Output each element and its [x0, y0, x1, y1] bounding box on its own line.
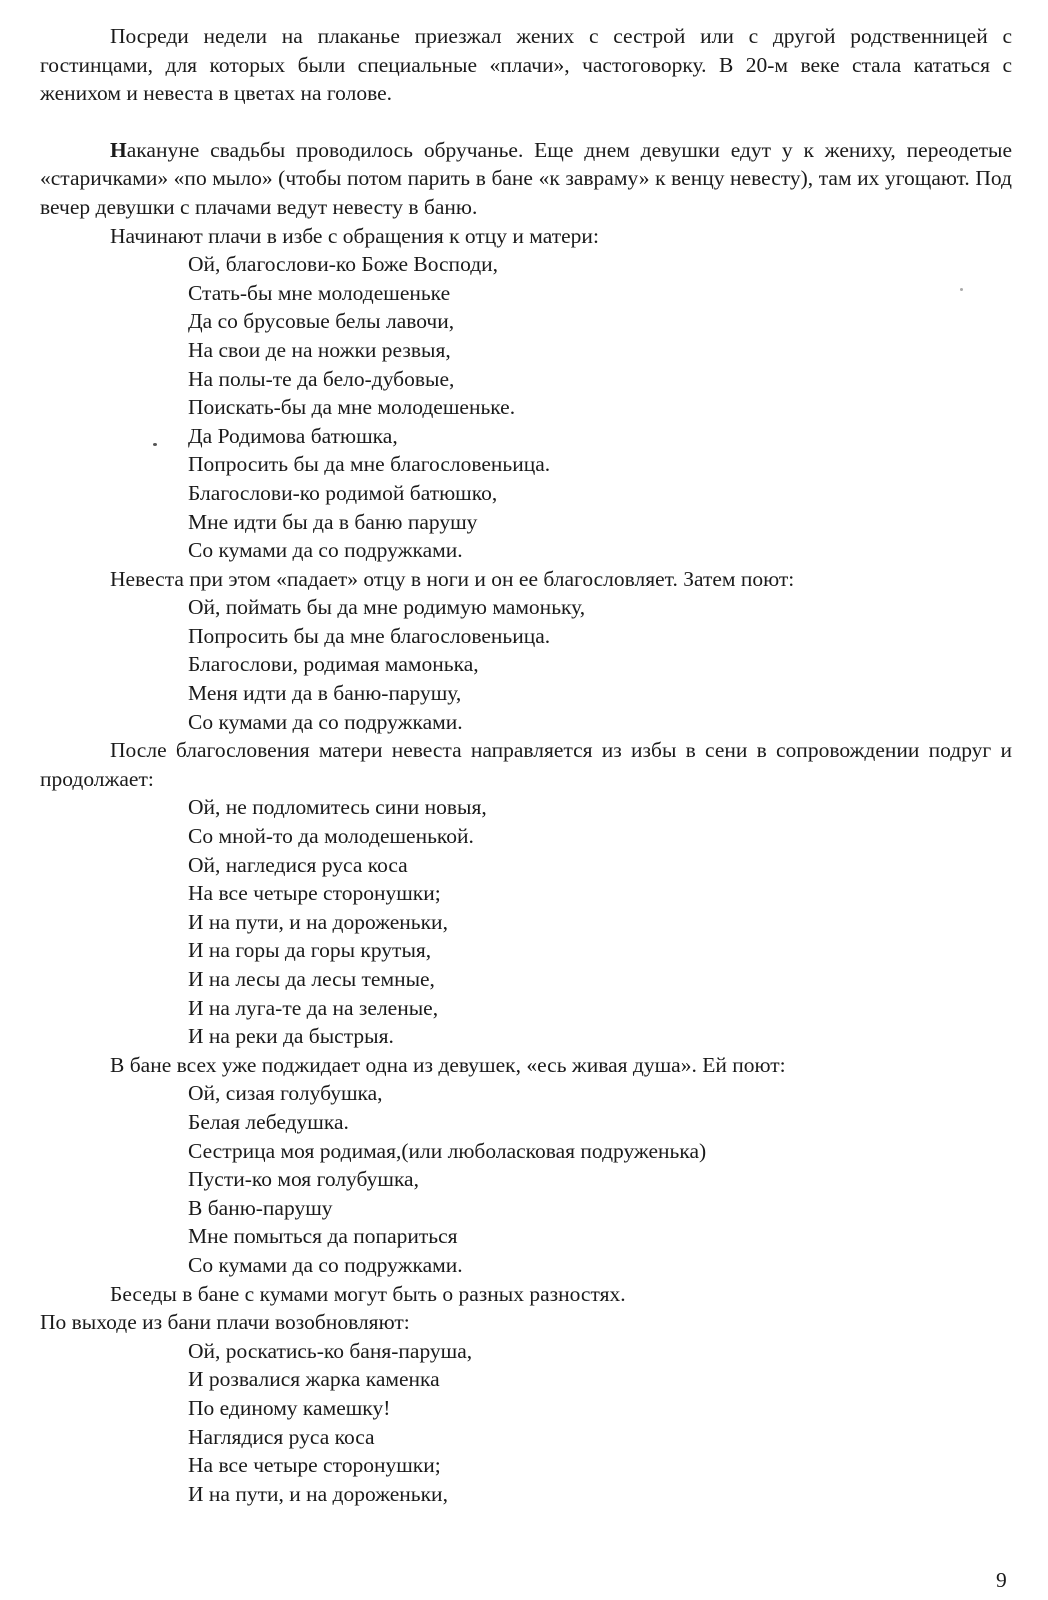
verse-father	[40, 250, 1012, 565]
paragraph-betrothal-text: акануне свадьбы проводилось обручанье. Еще днем девушки едут у к жениху, переодетые «старичками» «по мыло» (чтобы потом парить в бане «к завраму» к венцу невесту), там их угощают. Под вечер девушки с плачами ведут невесту в баню.	[40, 137, 1012, 219]
verse-line: И на пути, и на дороженьки,	[188, 1481, 448, 1506]
verse-line: Нaглядися руса коса	[188, 1424, 375, 1449]
verse-hallway	[40, 793, 1012, 1050]
verse-line: Меня идти да в баню-парушу,	[188, 681, 462, 706]
verse-line: Мне идти бы да в баню парушу	[188, 509, 478, 534]
verse-line: И на реки да быстрыя.	[188, 1024, 394, 1049]
scan-speck	[153, 443, 157, 446]
verse-line: И на луга-те да на зеленые,	[188, 995, 439, 1020]
verse-line: Ой, нагледися руса коса	[188, 852, 408, 877]
verse-line: На полы-те да бело-дубовые,	[188, 366, 455, 391]
verse-line: Со кумами да со подружками.	[188, 709, 463, 734]
verse-line: Ой, благослови-ко Боже Восподи,	[188, 252, 499, 277]
verse-line: Белая лебедушка.	[188, 1109, 349, 1134]
intro-conversations: Беседы в бане с кумами могут быть о разных разностях.	[110, 1281, 626, 1306]
verse-line: Благослови-ко родимой батюшко,	[188, 480, 498, 505]
verse-line: Поискать-бы да мне молодешеньке.	[188, 395, 516, 420]
verse-line: На свои де на ножки резвыя,	[188, 337, 451, 362]
verse-line: И на горы да горы крутыя,	[188, 938, 432, 963]
verse-line: Сестрица моя родимая,(или люболасковая подруженька)	[188, 1138, 707, 1163]
verse-line: Благослови, родимая мамонька,	[188, 652, 479, 677]
verse-line: Со мной-то да молодешенькой.	[188, 824, 474, 849]
verse-line: И на пути, и на дороженьки,	[188, 909, 448, 934]
verse-bath	[40, 1079, 1012, 1279]
intro-bride-falls: Невеста при этом «падает» отцу в ноги и он ее благословляет. Затем поют:	[110, 566, 795, 591]
verse-line: На все четыре сторонушки;	[188, 881, 441, 906]
paragraph-visit: Посреди недели на плаканье приезжал жених с сестрой или с другой родственницей с гостинцами, для которых были специальные «плачи», частоговорку. В 20-м веке стала кататься с женихом и невеста в цветах на голове.	[40, 24, 1012, 106]
verse-line: На все четыре сторонушки;	[188, 1453, 441, 1478]
intro-in-bath: В бане всех уже поджидает одна из девушек, «есь живая душа». Ей поют:	[110, 1052, 786, 1077]
verse-line: Мне помыться да попариться	[188, 1224, 458, 1249]
verse-line: Со кумами да со подружками.	[188, 1252, 463, 1277]
verse-line: И на лесы да лесы темные,	[188, 967, 435, 991]
verse-line: Да Родимова батюшка,	[188, 423, 398, 448]
page-number: 9	[996, 1568, 1007, 1592]
verse-line: Ой, не подломитесь сини новыя,	[188, 795, 487, 820]
verse-line: Да со брусовые белы лавочи,	[188, 309, 455, 334]
verse-line: По единому камешку!	[188, 1395, 391, 1420]
intro-lament-father-mother: Начинают плачи в избе с обращения к отцу и матери:	[110, 223, 599, 248]
verse-line: Ой, сизая голубушка,	[188, 1081, 383, 1106]
verse-line: И розвалися жарка каменка	[188, 1367, 440, 1392]
verse-line: Ой, роскатись-ко баня-паруша,	[188, 1338, 473, 1363]
verse-line: Со кумами да со подружками.	[188, 538, 463, 563]
intro-leaving-bath: По выходе из бани плачи возобновляют:	[40, 1310, 410, 1335]
verse-line: Пусти-ко моя голубушка,	[188, 1167, 419, 1192]
verse-mother	[40, 593, 1012, 736]
verse-line: Попросить бы да мне благословеньица.	[188, 623, 551, 648]
verse-line: Попросить бы да мне благословеньица.	[188, 452, 551, 477]
verse-line: В баню-парушу	[188, 1195, 333, 1220]
verse-line: Стать-бы мне молодешеньке	[188, 280, 451, 305]
paragraph-betrothal	[40, 136, 1012, 222]
verse-after-bath	[40, 1337, 1012, 1509]
document-page	[40, 22, 1012, 1508]
verse-line: Ой, поймать бы да мне родимую мамоньку,	[188, 595, 586, 620]
initial-letter: Н	[110, 137, 127, 162]
intro-to-hallway: После благословения матери невеста направляется из избы в сени в сопровождении подруг и продолжает:	[40, 738, 1012, 791]
scan-speck	[960, 288, 963, 291]
paragraph-gap	[40, 108, 1012, 136]
